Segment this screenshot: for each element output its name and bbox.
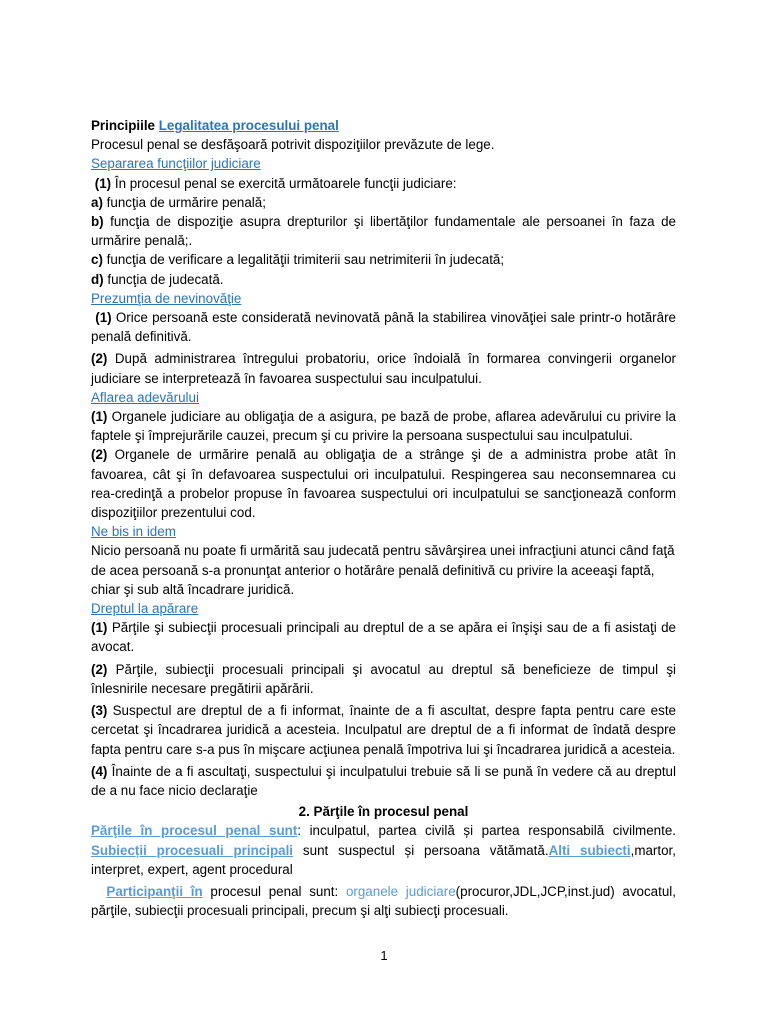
aflarea-heading[interactable]: Aflarea adevărului (91, 389, 199, 405)
subiectii-link[interactable]: Subiecții procesuali principali (91, 842, 294, 858)
legalitate-link[interactable]: Legalitatea procesului penal (158, 118, 339, 133)
dreptul-p2: (2) Părţile, subiecţii procesuali principali şi avocatul au dreptul să beneficieze de timpul şi înlesnirile necesare pregătirii apărării. (91, 661, 676, 696)
organe-judiciare-text: organele judiciare (345, 883, 456, 899)
prezumtia-heading[interactable]: Prezumţia de nevinovăţie (91, 290, 242, 306)
page-number: 1 (380, 948, 388, 963)
participanti-link[interactable]: Participanţii în (106, 883, 203, 899)
prezumtia-p1: (1) Orice persoană este considerată nevinovată până la stabilirea vinovăţiei sale printr-o hotărâre penală definitivă. (91, 310, 676, 345)
dreptul-p3: (3) Suspectul are dreptul de a fi informat, înainte de a fi ascultat, despre fapta pentru care este cercetat şi încadrarea juridică a acesteia. Inculpatul are dreptul de a fi informat de îndată despre fapta pentru care s-a pus în mişcare acţiunea penală împotriva lui şi încadrarea juridică a acesteia. (91, 703, 676, 757)
document-page (91, 116, 676, 920)
list-item: b) funcţia de dispoziţie asupra drepturilor şi libertăţilor fundamentale ale persoanei în faza de urmărire penală;. (91, 214, 676, 249)
partile-link[interactable]: Părţile în procesul penal sunt (91, 823, 298, 839)
legalitate-text: Procesul penal se desfăşoară potrivit dispoziţiilor prevăzute de lege. (91, 137, 495, 153)
title-prefix: Principiile (91, 118, 155, 133)
dreptul-heading[interactable]: Dreptul la apărare (91, 601, 199, 617)
section2-title: 2. Părţile în procesul penal (298, 804, 469, 820)
list-item: a) funcţia de urmărire penală; (91, 194, 266, 210)
dreptul-p4: (4) Înainte de a fi ascultaţi, suspectului şi inculpatului trebuie să li se pună în vedere că au dreptul de a nu face nicio declaraţie (91, 763, 676, 798)
nebis-text: Nicio persoană nu poate fi urmărită sau judecată pentru săvârşirea unei infracţiuni atunci când faţă de acea persoană s-a pronunţat anterior o hotărâre penală definitivă cu privire la aceeaşi faptă, chiar şi sub altă încadrare juridică. (91, 543, 675, 597)
nebis-heading[interactable]: Ne bis in idem (91, 524, 176, 540)
partile-paragraph: Părţile în procesul penal sunt: inculpatul, partea civilă și partea responsabilă civilmente. Subiecții procesuali principali sunt suspectul și persoana vătămată.Alti subiecti,martor, interpret, expert, agent procedural (91, 823, 676, 877)
separarea-intro: (1) În procesul penal se exercită următoarele funcţii judiciare: (94, 175, 457, 191)
participanti-paragraph: Participanţii în procesul penal sunt: organele judiciare(procuror,JDL,JCP,inst.jud) avocatul, părţile, subiecţii procesuali principali, precum şi alţi subiecţi procesuali. (91, 883, 676, 919)
aflarea-p1: (1) Organele judiciare au obligaţia de a asigura, pe bază de probe, aflarea adevărului cu privire la faptele şi împrejurările cauzei, precum şi cu privire la persoana suspectului sau inculpatului. (91, 409, 676, 444)
alti-subiecti-link[interactable]: Alti subiecti (548, 842, 631, 858)
dreptul-p1: (1) Părţile şi subiecţii procesuali principali au dreptul de a se apăra ei înşişi sau de a fi asistaţi de avocat. (91, 620, 677, 655)
aflarea-p2: (2) Organele de urmărire penală au obligaţia de a strânge şi de a administra probe atât în favoarea, cât şi în defavoarea suspectului ori inculpatului. Respingerea sau neconsemnarea cu rea-credinţă a probelor propuse în favoarea suspectului ori inculpatului se sancţionează conform dispoziţiilor prezentului cod. (91, 447, 676, 521)
list-item: c) funcţia de verificare a legalităţii trimiterii sau netrimiterii în judecată; (91, 252, 505, 268)
prezumtia-p2: (2) După administrarea întregului probatoriu, orice îndoială în formarea convingerii organelor judiciare se interpretează în favoarea suspectului sau inculpatului. (91, 351, 676, 386)
separarea-heading[interactable]: Separarea funcţiilor judiciare (91, 156, 261, 172)
list-item: d) funcţia de judecată. (91, 271, 224, 287)
title-line (91, 116, 676, 135)
